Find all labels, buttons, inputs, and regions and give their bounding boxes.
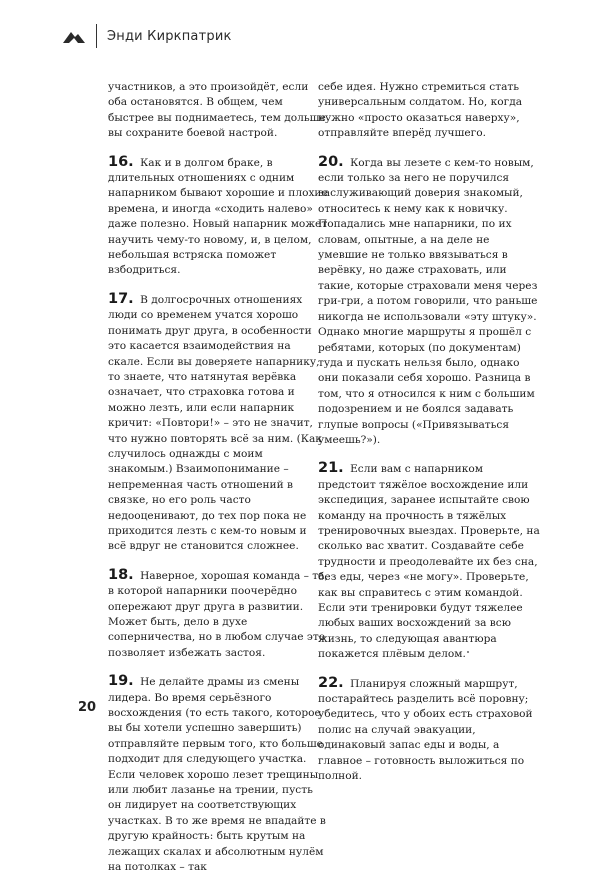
page-number: 20: [78, 700, 97, 715]
item-number: 17.: [108, 290, 134, 307]
continued-paragraph: участников, а это произойдёт, если оба остановятся. В общем, чем быстрее вы поднимаетесь, тем дольше вы сохраните боевой настрой.: [108, 81, 326, 140]
scan-dot: [467, 651, 469, 653]
list-item-20: [318, 155, 540, 449]
item-text: Планируя сложный маршрут, постарайтесь разделить всё поровну; убедитесь, что у обоих есть страховой полис на случай эвакуации, одинаковый запас еды и воды, а главное – готовность выложиться по полной.: [318, 677, 533, 783]
list-item-16: [108, 155, 328, 279]
item-number: 16.: [108, 153, 134, 170]
item-number: 20.: [318, 153, 344, 170]
item-text: Если вам с напарником предстоит тяжёлое восхождение или экспедиция, заранее испытайте свою команду на прочность в тяжёлых тренировочных выездах. Проверьте, на сколько вас хватит. Создавайте себе трудности и преодолевайте их без сна, без еды, через «не могу». Проверьте, как вы справитесь с этим командой. Если эти тренировки будут тяжелее любых ваших восхождений за всю жизнь, то следующая авантюра покажется плёвым делом.: [318, 463, 540, 661]
item-text: Наверное, хорошая команда – та, в которой напарники поочерёдно опережают друг друга в развитии. Может быть, дело в духе соперничества, но в любом случае это позволяет избежать застоя.: [108, 569, 328, 659]
running-header: [62, 22, 232, 50]
item-text: Не делайте драмы из смены лидера. Во время серьёзного восхождения (то есть такого, которое вы бы хотели успешно завершить) отправляйте первым того, кто больше подходит для следующего участка. Если человек хорошо лезет трещины или любит лазанье на трении, пусть он лидирует на соответствующих участках. В то же время не впадайте в другую крайность: быть крутым на лежащих скалах и абсолютным нулём на потолках – так: [108, 676, 326, 874]
mountain-logo-icon: [62, 27, 86, 45]
list-item-17: [108, 292, 328, 555]
item-text: В долгосрочных отношениях люди со временем учатся хорошо понимать друг друга, в особенности это касается взаимодействия на скале. Если вы доверяете напарнику, то знаете, что натянутая верёвка означает, что страховка готова и можно лезть, или если напарник кричит: «Повтори!» – это не значит, что нужно повторять всё за ним. (Как случилось однажды с моим знакомым.) Взаимопонимание – непременная часть отношений в связке, но его роль часто недооценивают, до тех пор пока не приходится лезть с кем-то новым и всё вдруг не становится сложнее.: [108, 293, 322, 553]
author-name: Энди Киркпатрик: [107, 28, 232, 44]
list-item-19: [108, 674, 328, 875]
list-item-22: [318, 676, 540, 785]
item-number: 22.: [318, 674, 344, 691]
item-number: 19.: [108, 673, 134, 690]
item-number: 21.: [318, 460, 344, 477]
left-column: [108, 80, 328, 889]
list-item-21: [318, 461, 540, 662]
list-item-18: [108, 568, 328, 661]
item-number: 18.: [108, 566, 134, 583]
item-text: Когда вы лезете с кем-то новым, если только за него не поручился заслуживающий доверия знакомый, относитесь к нему как к новичку. Попадались мне напарники, по их словам, опытные, а на деле не умевшие не только ввязываться в верёвку, но даже страховать, или такие, которые страховали меня через гри-гри, а потом говорили, что раньше никогда не использовали «эту штуку». Однако многие маршруты я прошёл с ребятами, которых (по документам) туда и пускать нельзя было, однако они показали себя хорошо. Разница в том, что я относился к ним с большим подозрением и не боялся задавать глупые вопросы («Привязываться умеешь?»).: [318, 156, 538, 446]
item-text: Как и в долгом браке, в длительных отношениях с одним напарником бывают хорошие и плохие времена, и иногда «сходить налево» даже полезно. Новый напарник может научить чему-то новому, и, в целом, небольшая встряска поможет взбодриться.: [108, 156, 328, 277]
right-column: [318, 80, 540, 797]
header-divider: [96, 24, 97, 48]
continued-paragraph: себе идея. Нужно стремиться стать универсальным солдатом. Но, когда нужно «просто оказаться наверху», отправляйте вперёд лучшего.: [318, 81, 523, 140]
